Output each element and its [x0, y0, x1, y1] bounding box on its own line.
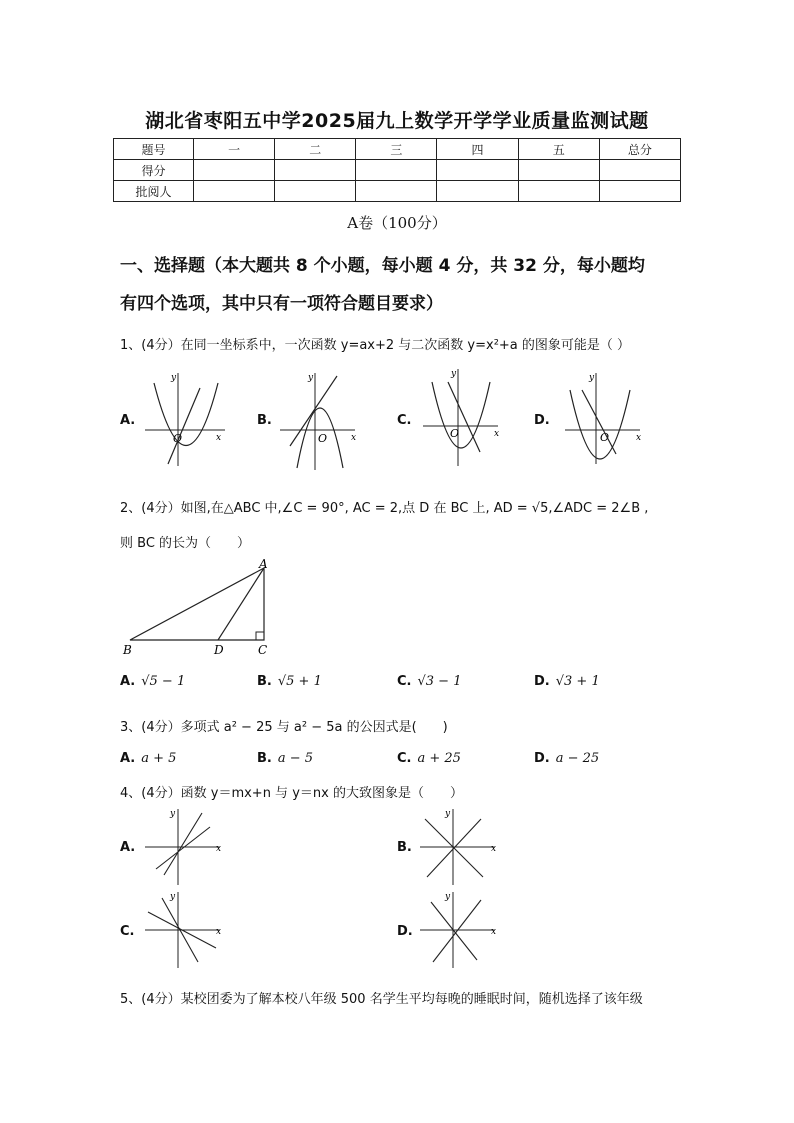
q1-option-a-label[interactable]: A. — [120, 413, 136, 428]
q3-option-c[interactable]: C. a + 25 — [397, 751, 461, 766]
q1-option-b-label[interactable]: B. — [257, 413, 272, 428]
q2-option-c[interactable]: C. √3 − 1 — [397, 674, 462, 689]
q1-text: 1、(4分）在同一坐标系中，一次函数 y=ax+2 与二次函数 y=x²+a 的图象可能是（ ） — [120, 338, 631, 353]
table-cell — [599, 160, 680, 181]
line-2 — [427, 819, 481, 877]
q3-option-b[interactable]: B. a − 5 — [257, 751, 314, 766]
table-row — [114, 181, 681, 202]
origin-label: O — [600, 431, 610, 444]
part1-heading-line1: 一、选择题（本大题共 8 个小题，每小题 4 分，共 32 分，每小题均 — [120, 256, 645, 276]
q4-option-a-label[interactable]: A. — [120, 840, 136, 855]
origin-label: O — [450, 427, 460, 440]
table-row — [114, 139, 681, 160]
x-label: x — [491, 927, 497, 937]
line — [448, 382, 480, 452]
table-cell: 一 — [194, 139, 275, 160]
q4-text: 4、(4分）函数 y＝mx+n 与 y＝nx 的大致图象是（ ） — [120, 786, 463, 801]
y-label: y — [451, 369, 457, 379]
section-a-title: A卷（100分） — [347, 214, 447, 232]
q2-option-a[interactable]: A. √5 − 1 — [120, 674, 186, 689]
origin-label: O — [318, 432, 328, 445]
table-cell: 二 — [275, 139, 356, 160]
table-cell — [518, 181, 599, 202]
x-label: x — [494, 429, 500, 439]
q4-option-b-label[interactable]: B. — [397, 840, 412, 855]
table-cell — [356, 181, 437, 202]
table-cell: 五 — [518, 139, 599, 160]
q1-option-c-label[interactable]: C. — [397, 413, 412, 428]
table-cell: 四 — [437, 139, 518, 160]
q2-option-d[interactable]: D. √3 + 1 — [534, 674, 600, 689]
table-cell: 批阅人 — [114, 181, 194, 202]
x-label: x — [491, 844, 497, 854]
line-2 — [156, 827, 210, 869]
q4-graph-d — [415, 888, 505, 970]
x-label: x — [216, 433, 222, 443]
segment-ad — [218, 568, 264, 640]
y-label: y — [445, 892, 451, 902]
q3-option-a[interactable]: A. a + 5 — [120, 751, 177, 766]
triangle-abc — [130, 568, 264, 640]
origin-label: O — [173, 432, 183, 445]
table-cell — [518, 160, 599, 181]
parabola — [154, 383, 218, 446]
line-1 — [433, 900, 481, 962]
vertex-c-label: C — [258, 643, 268, 657]
right-angle-mark — [256, 632, 264, 640]
vertex-d-label: D — [214, 643, 224, 657]
q5-text: 5、(4分）某校团委为了解本校八年级 500 名学生平均每晚的睡眠时间，随机选择了该年级 — [120, 992, 643, 1007]
x-label: x — [351, 433, 357, 443]
q2-triangle-figure — [118, 556, 278, 658]
parabola — [432, 382, 490, 448]
x-label: x — [216, 844, 222, 854]
table-cell — [599, 181, 680, 202]
y-label: y — [589, 373, 595, 383]
table-row — [114, 160, 681, 181]
q4-graph-a — [140, 805, 230, 887]
page-title: 湖北省枣阳五中学2025届九上数学开学学业质量监测试题 — [145, 110, 649, 132]
table-cell: 三 — [356, 139, 437, 160]
q3-option-d[interactable]: D. a − 25 — [534, 751, 600, 766]
q4-option-d-label[interactable]: D. — [397, 924, 413, 939]
q2-line2: 则 BC 的长为（ ） — [120, 536, 251, 551]
q4-graph-b — [415, 805, 505, 887]
q2-option-b[interactable]: B. √5 + 1 — [257, 674, 322, 689]
part1-heading-line2: 有四个选项，其中只有一项符合题目要求） — [120, 294, 443, 314]
table-cell: 题号 — [114, 139, 194, 160]
line-2 — [431, 902, 477, 960]
q1-graph-c — [418, 364, 508, 468]
q2-line1: 2、(4分）如图,在△ABC 中,∠C = 90°, AC = 2,点 D 在 BC 上, AD = √5,∠ADC = 2∠B , — [120, 501, 649, 516]
q1-graph-d — [560, 368, 650, 468]
q1-graph-b — [275, 368, 365, 472]
q1-graph-a — [140, 368, 230, 468]
vertex-b-label: B — [123, 643, 132, 657]
line — [582, 390, 616, 454]
line — [168, 388, 200, 464]
table-cell: 总分 — [599, 139, 680, 160]
x-label: x — [216, 927, 222, 937]
q4-graph-c — [140, 888, 230, 970]
q4-option-c-label[interactable]: C. — [120, 924, 135, 939]
table-cell — [194, 181, 275, 202]
q1-option-d-label[interactable]: D. — [534, 413, 550, 428]
table-cell — [275, 160, 356, 181]
y-label: y — [445, 809, 451, 819]
y-label: y — [308, 373, 314, 383]
table-cell — [356, 160, 437, 181]
table-cell — [437, 181, 518, 202]
y-label: y — [170, 892, 176, 902]
x-label: x — [636, 433, 642, 443]
line-1 — [164, 813, 202, 875]
y-label: y — [170, 809, 176, 819]
vertex-a-label: A — [259, 557, 268, 571]
table-cell — [275, 181, 356, 202]
y-label: y — [171, 373, 177, 383]
table-cell — [194, 160, 275, 181]
score-table — [113, 138, 681, 202]
table-cell — [437, 160, 518, 181]
table-cell: 得分 — [114, 160, 194, 181]
q3-text: 3、(4分）多项式 a² − 25 与 a² − 5a 的公因式是( ) — [120, 720, 448, 735]
line — [290, 376, 337, 446]
